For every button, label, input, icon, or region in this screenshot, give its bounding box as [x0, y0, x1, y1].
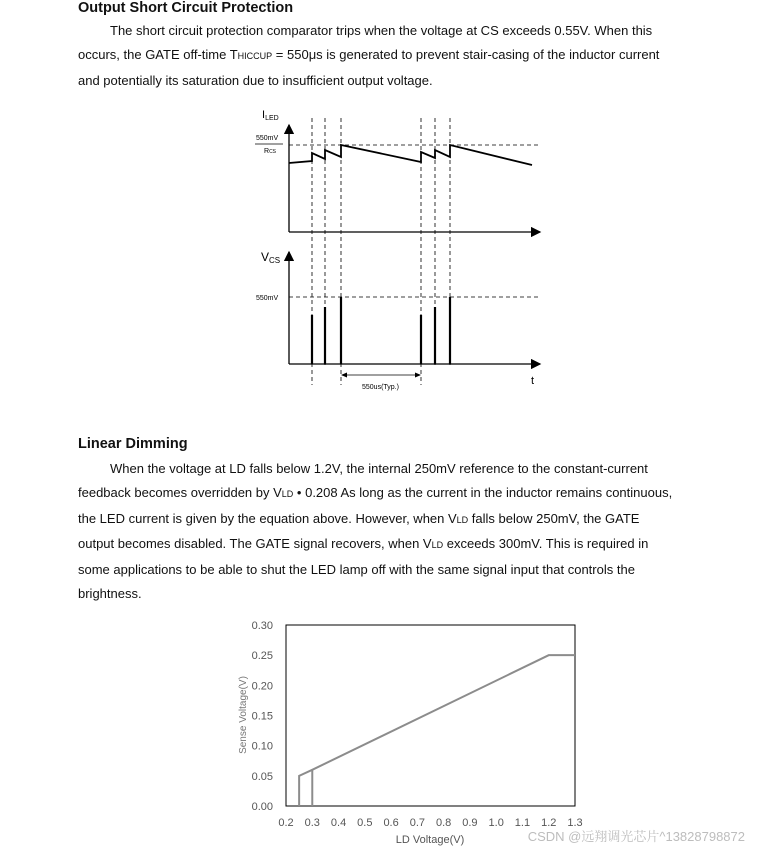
- x-tick-label: 0.5: [357, 817, 373, 829]
- para-line: occurs, the GATE off-time THICCUP = 550μs is generated to prevent stair-casing of the inductor current: [78, 47, 660, 63]
- x-tick-label: 0.4: [330, 817, 347, 829]
- para-line: When the voltage at LD falls below 1.2V, the internal 250mV reference to the constant-current: [110, 461, 648, 476]
- time-axis-label: t: [531, 375, 535, 387]
- vcs-level-label: 550mV: [256, 295, 279, 302]
- x-tick-label: 0.8: [435, 817, 452, 829]
- ref-fraction-den: RCS: [264, 148, 277, 155]
- y-tick-label: 0.00: [251, 801, 273, 813]
- x-tick-label: 0.3: [304, 817, 320, 829]
- x-tick-label: 0.9: [462, 817, 478, 829]
- ref-fraction-num: 550mV: [256, 135, 279, 142]
- para-line: and potentially its saturation due to insufficient output voltage.: [78, 72, 433, 88]
- section-title-short-circuit: Output Short Circuit Protection: [78, 0, 294, 16]
- interval-label: 550us(Typ.): [362, 384, 399, 391]
- x-tick-label: 1.0: [488, 817, 504, 829]
- x-axis-label: LD Voltage(V): [395, 834, 465, 846]
- y-tick-label: 0.20: [251, 680, 273, 693]
- vcs-label: VCS: [261, 250, 281, 265]
- x-tick-label: 1.1: [514, 817, 531, 829]
- y-tick-label: 0.15: [251, 710, 273, 723]
- para-line: brightness.: [78, 586, 142, 602]
- para-line: the LED current is given by the equation above. However, when VLD falls below 250mV, the GATE: [78, 510, 640, 526]
- y-tick-label: 0.25: [251, 650, 273, 663]
- x-tick-label: 0.6: [383, 817, 399, 829]
- para-line: The short circuit protection comparator trips when the voltage at CS exceeds 0.55V. When this: [110, 23, 653, 38]
- y-axis-label: Sense Voltage(V): [238, 676, 249, 754]
- para-line: feedback becomes overridden by VLD • 0.208 As long as the current in the inductor remains continuous,: [78, 485, 673, 501]
- x-tick-label: 1.2: [541, 817, 557, 829]
- iled-label: ILED: [262, 109, 279, 122]
- y-tick-label: 0.10: [251, 740, 273, 753]
- para-line: output becomes disabled. The GATE signal recovers, when VLD exceeds 300mV. This is required in: [78, 536, 649, 552]
- x-tick-label: 0.2: [278, 817, 294, 829]
- y-tick-label: 0.30: [251, 620, 273, 632]
- series-line: [299, 655, 575, 806]
- watermark: CSDN @远翔调光芯片^13828798872: [527, 829, 745, 844]
- x-tick-label: 1.3: [567, 817, 583, 829]
- section-title-linear-dimming: Linear Dimming: [78, 436, 188, 452]
- y-tick-label: 0.05: [251, 770, 273, 783]
- x-tick-label: 0.7: [409, 817, 426, 829]
- para-line: some applications to be able to shut the LED lamp off with the same signal input that controls the: [78, 561, 635, 577]
- plot-frame: [286, 625, 575, 806]
